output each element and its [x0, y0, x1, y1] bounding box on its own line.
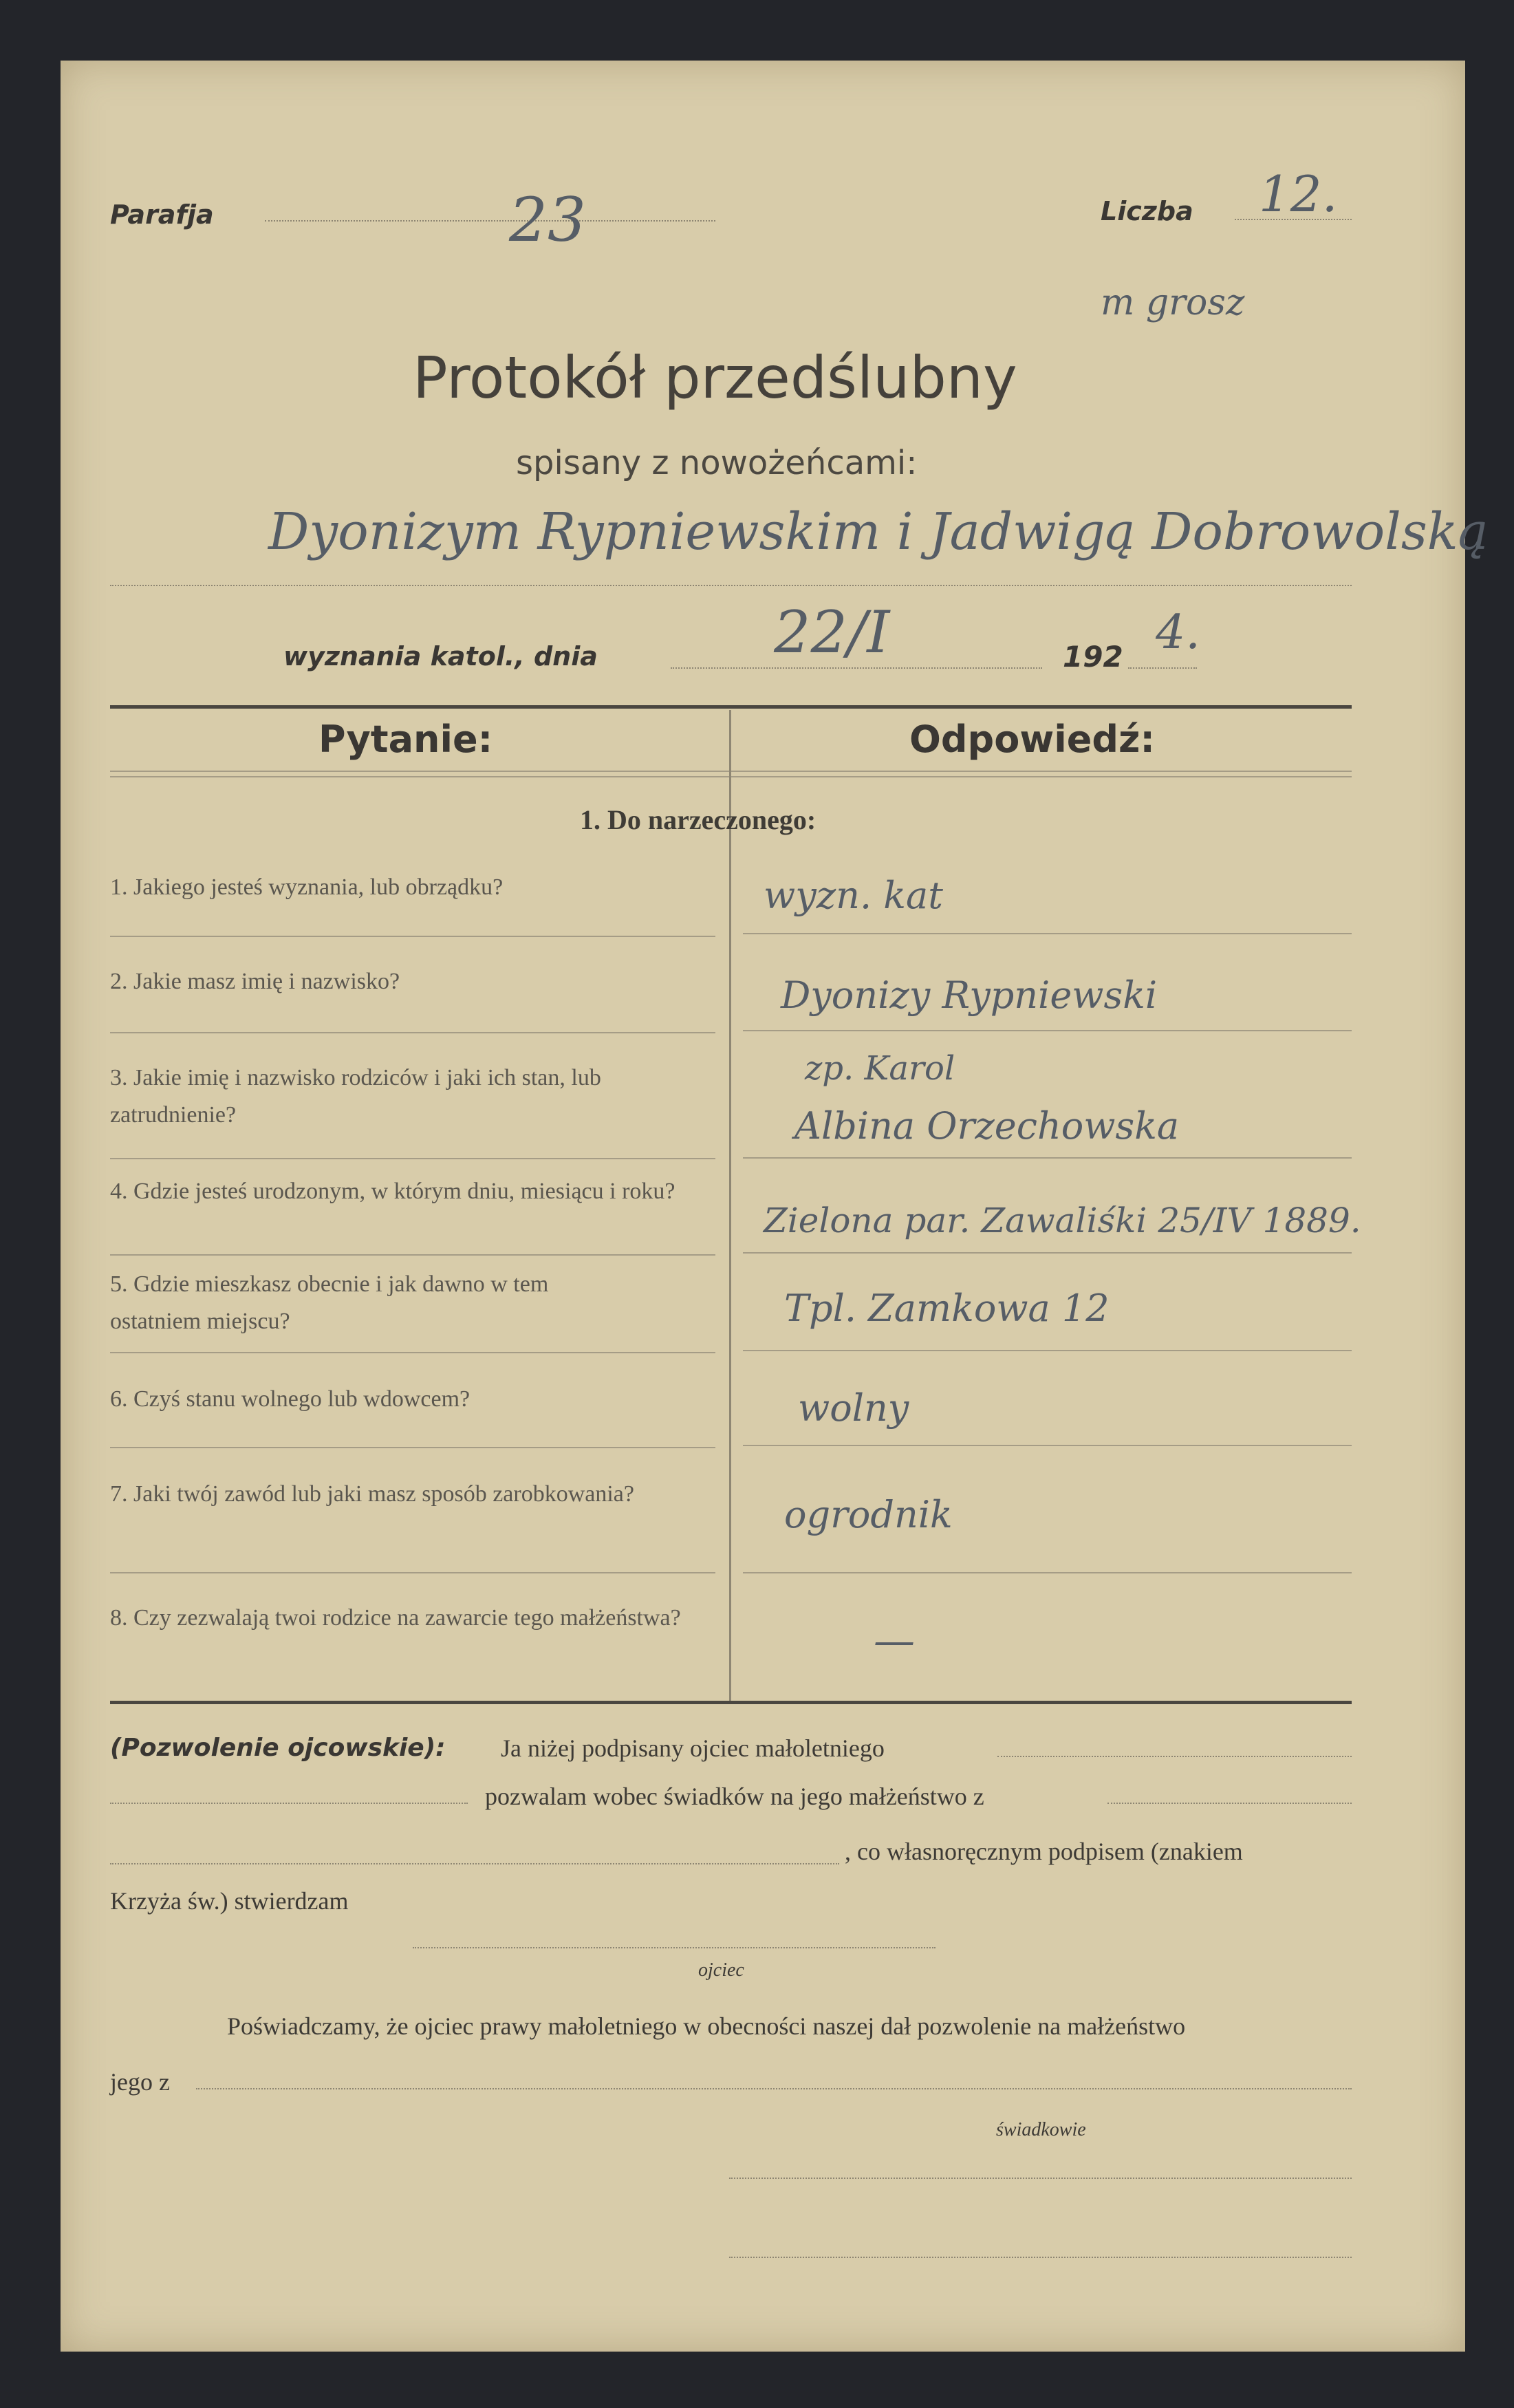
consent-line-3: , co własnoręcznym podpisem (znakiem	[845, 1838, 1243, 1865]
answer-rule	[743, 1572, 1352, 1573]
question-rule	[110, 1447, 715, 1448]
answer-6: wolny	[798, 1386, 909, 1430]
question-8: 8. Czy zezwalają twoi rodzice na zawarcie tego małżeństwa?	[110, 1605, 681, 1631]
liczba-value: 12.	[1259, 165, 1338, 223]
date-line	[671, 667, 1042, 669]
question-3: 3. Jakie imię i nazwisko rodziców i jaki ich stan, lub zatrudnienie?	[110, 1065, 601, 1128]
question-7: 7. Jaki twój zawód lub jaki masz sposób zarobkowania?	[110, 1481, 634, 1507]
question-rule	[110, 1158, 715, 1159]
consent-line-2-dots-left	[110, 1803, 468, 1804]
parafja-line	[265, 220, 715, 222]
consent-line-1: Ja niżej podpisany ojciec małoletniego	[501, 1734, 885, 1762]
question-rule	[110, 1254, 715, 1256]
margin-note: m grosz	[1101, 282, 1245, 323]
document-title: Protokół przedślubny	[413, 344, 1017, 411]
table-top-rule	[110, 705, 1352, 709]
question-column-header: Pytanie:	[318, 718, 493, 761]
answer-rule	[743, 1030, 1352, 1031]
answer-4: Zielona par. Zawaliśki 25/IV 1889.	[764, 1201, 1361, 1240]
parafja-label: Parafja	[110, 200, 214, 230]
question-2: 2. Jakie masz imię i nazwisko?	[110, 969, 400, 994]
question-4: 4. Gdzie jesteś urodzonym, w którym dniu, miesiącu i roku?	[110, 1179, 675, 1204]
question-5: 5. Gdzie mieszkasz obecnie i jak dawno w tem ostatniem miejscu?	[110, 1271, 549, 1334]
parafja-value: 23	[509, 184, 586, 255]
question-1: 1. Jakiego jesteś wyznania, lub obrządku?	[110, 874, 504, 900]
consent-line-3-dots	[110, 1863, 839, 1864]
year-line	[1128, 667, 1197, 669]
witness-signature-line-2	[729, 2257, 1352, 2258]
answer-rule	[743, 1445, 1352, 1446]
wyznania-label: wyznania katol., dnia	[283, 641, 598, 671]
question-6: 6. Czyś stanu wolnego lub wdowcem?	[110, 1386, 471, 1412]
column-divider	[729, 710, 731, 1701]
consent-label: (Pozwolenie ojcowskie):	[110, 1734, 446, 1762]
witness-signature-line-1	[729, 2178, 1352, 2179]
answer-5: Tpl. Zamkowa 12	[784, 1287, 1110, 1330]
answer-rule	[743, 1157, 1352, 1159]
year-suffix: 4.	[1156, 605, 1200, 660]
question-rule	[110, 1032, 715, 1033]
question-rule	[110, 1572, 715, 1573]
year-prefix: 192	[1063, 640, 1123, 674]
consent-line-1-dots	[997, 1756, 1352, 1757]
witness-caption: świadkowie	[996, 2119, 1086, 2140]
answer-7: ogrodnik	[784, 1493, 953, 1536]
date-value: 22/I	[774, 599, 890, 666]
father-signature-line	[413, 1947, 936, 1948]
witness-line-dots	[196, 2088, 1352, 2089]
answer-rule	[743, 1350, 1352, 1351]
answer-column-header: Odpowiedź:	[909, 718, 1156, 761]
answer-3a: zp. Karol	[805, 1049, 955, 1088]
section-title: 1. Do narzeczonego:	[580, 804, 817, 835]
table-bottom-rule	[110, 1701, 1352, 1704]
answer-3b: Albina Orzechowska	[794, 1104, 1180, 1148]
question-rule	[110, 936, 715, 937]
names-line	[110, 585, 1352, 586]
consent-line-2: pozwalam wobec świadków na jego małżeństwo z	[485, 1783, 984, 1810]
question-rule	[110, 1352, 715, 1353]
answer-rule	[743, 933, 1352, 934]
father-caption: ojciec	[698, 1959, 744, 1981]
consent-line-4: Krzyża św.) stwierdzam	[110, 1887, 349, 1915]
document-subtitle: spisany z nowożeńcami:	[516, 444, 918, 482]
couple-names: Dyonizym Rypniewskim i Jadwigą Dobrowolską	[268, 502, 1489, 561]
answer-8: —	[874, 1617, 915, 1665]
answer-2: Dyonizy Rypniewski	[781, 974, 1158, 1017]
liczba-label: Liczba	[1101, 196, 1193, 226]
witness-statement: Poświadczamy, że ojciec prawy małoletniego w obecności naszej dał pozwolenie na małżeństwo	[227, 2012, 1186, 2040]
answer-1: wyzn. kat	[764, 874, 943, 917]
witness-line-label: jego z	[110, 2068, 170, 2096]
consent-line-2-dots-right	[1107, 1803, 1352, 1804]
answer-rule	[743, 1252, 1352, 1254]
